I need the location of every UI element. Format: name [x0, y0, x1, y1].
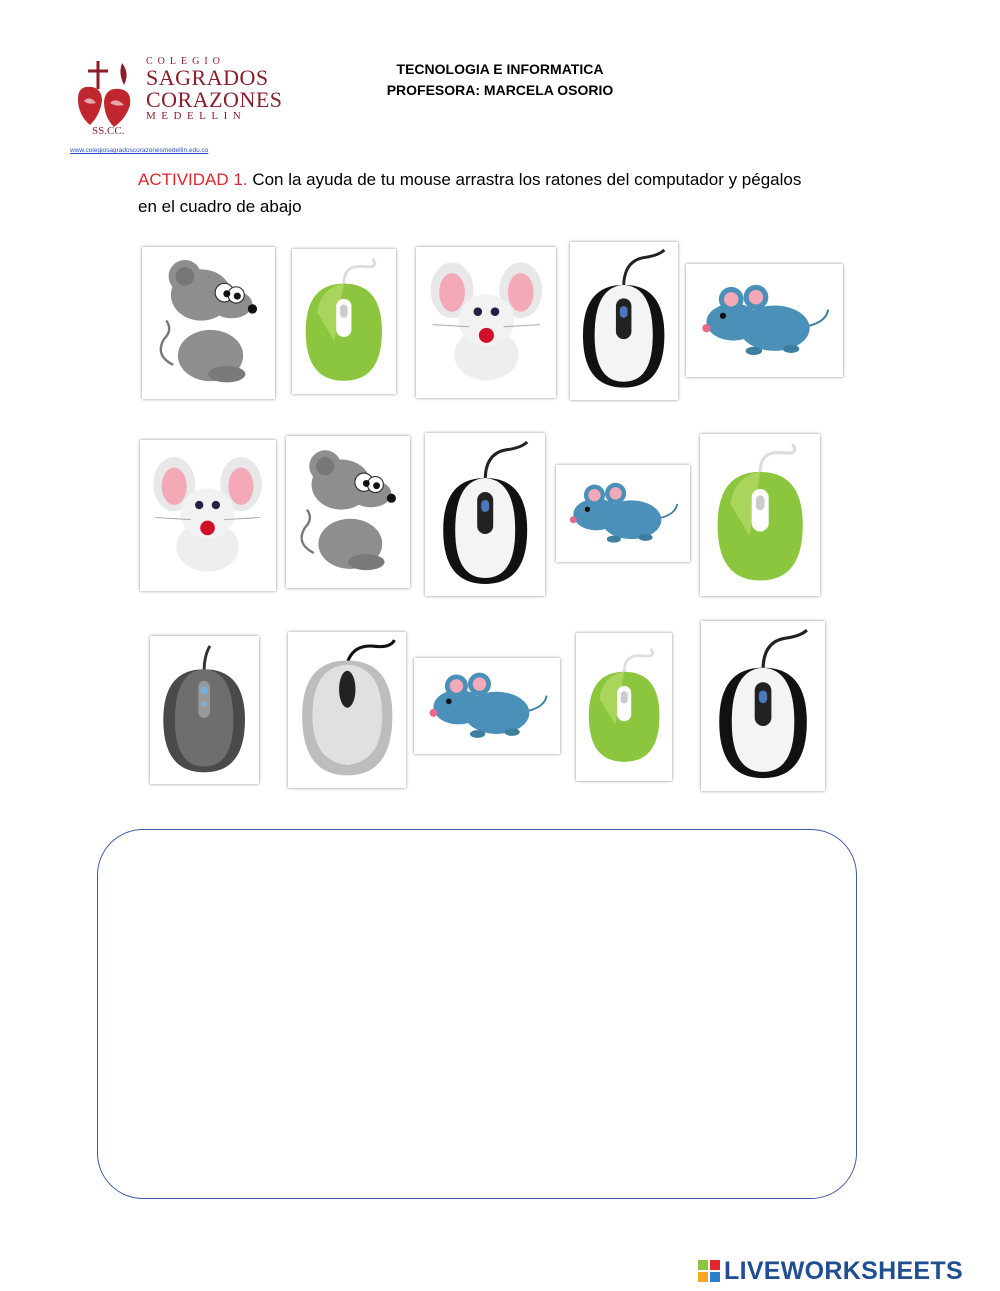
- gray-cartoon-mouse-icon: [291, 442, 405, 582]
- logo-colegio: COLEGIO: [146, 56, 225, 67]
- white-cartoon-mouse-icon: [422, 253, 551, 392]
- black-white-computer-mouse-icon: [574, 248, 673, 393]
- liveworksheets-icon: [698, 1260, 720, 1282]
- card-8[interactable]: [425, 433, 545, 596]
- liveworksheets-wordmark: LIVEWORKSHEETS: [724, 1256, 963, 1285]
- card-4[interactable]: [570, 242, 678, 400]
- card-6[interactable]: [140, 440, 276, 591]
- gray-cartoon-mouse-icon: [147, 253, 269, 393]
- black-white-computer-mouse-icon: [430, 440, 540, 590]
- card-12[interactable]: [288, 632, 406, 788]
- teacher-title: PROFESORA: MARCELA OSORIO: [386, 82, 614, 98]
- logo-corazones: CORAZONES: [146, 87, 283, 112]
- card-10[interactable]: [700, 434, 820, 596]
- instruction: [138, 166, 818, 220]
- card-9[interactable]: [556, 465, 690, 562]
- liveworksheets-logo: [698, 1257, 963, 1285]
- green-computer-mouse-icon: [296, 255, 392, 388]
- blue-cartoon-mouse-icon: [561, 469, 684, 558]
- card-14[interactable]: [576, 633, 672, 781]
- instruction-text: Con la ayuda de tu mouse arrastra los ratones del computador y pégalos en el cuadro de abajo: [138, 170, 802, 216]
- logo-sagrados: SAGRADOS: [146, 65, 269, 90]
- dark-gray-computer-mouse-icon: [154, 642, 254, 778]
- blue-cartoon-mouse-icon: [692, 269, 836, 373]
- black-white-computer-mouse-icon: [706, 628, 820, 784]
- blue-cartoon-mouse-icon: [420, 662, 554, 750]
- subject-title: TECNOLOGIA E INFORMATICA: [396, 61, 604, 77]
- logo-url: www.colegiosagradoscorazonesmedellin.edu.co: [70, 147, 209, 154]
- card-11[interactable]: [150, 636, 259, 784]
- logo-medellin: MEDELLIN: [146, 110, 247, 122]
- logo-ss: SS.CC.: [92, 125, 125, 137]
- card-7[interactable]: [286, 436, 410, 588]
- drop-zone[interactable]: [97, 829, 857, 1199]
- silver-computer-mouse-icon: [293, 638, 402, 782]
- card-5[interactable]: [686, 264, 843, 377]
- card-3[interactable]: [416, 247, 556, 398]
- activity-label: ACTIVIDAD 1.: [138, 170, 248, 189]
- green-computer-mouse-icon: [580, 639, 668, 775]
- card-1[interactable]: [142, 247, 275, 399]
- card-2[interactable]: [292, 249, 396, 394]
- card-15[interactable]: [701, 621, 825, 791]
- white-cartoon-mouse-icon: [145, 446, 270, 585]
- green-computer-mouse-icon: [705, 440, 815, 589]
- card-13[interactable]: [414, 658, 560, 754]
